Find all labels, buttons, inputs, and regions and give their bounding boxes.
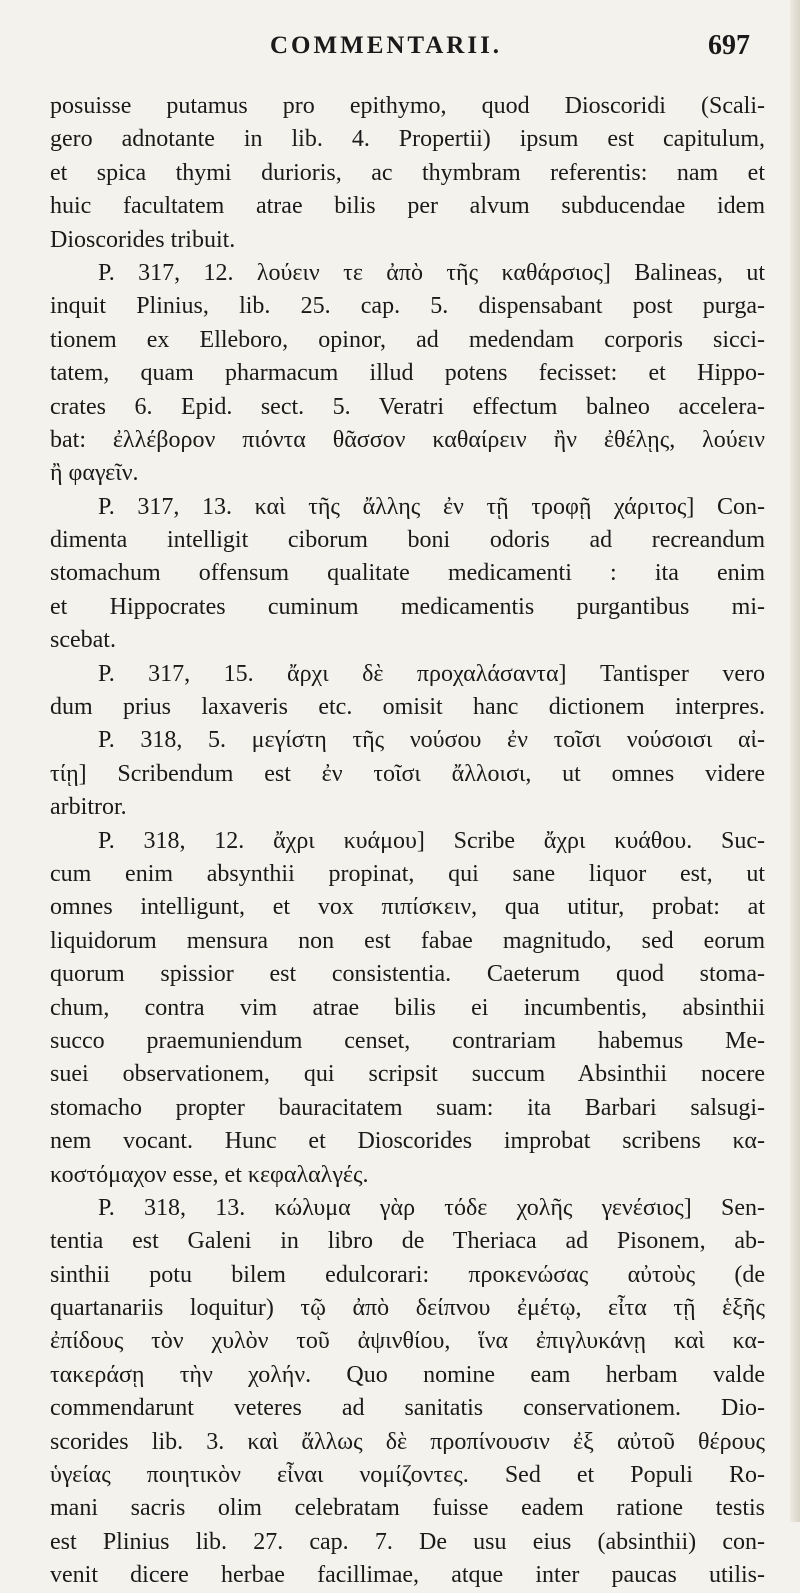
text-line: P. 318, 13. κώλυμα γὰρ τόδε χολῆς γενέσιος] Sen- — [98, 1194, 765, 1221]
text-line: huic facultatem atrae bilis per alvum subducendae idem — [50, 193, 765, 220]
text-line: P. 318, 12. ἄχρι κυάμου] Scribe ἄχρι κυάθου. Suc- — [98, 827, 765, 854]
text-line: nem vocant. Hunc et Dioscorides improbat scribens κα- — [50, 1128, 765, 1155]
text-line: quartanariis loquitur) τῷ ἀπὸ δείπνου ἐμέτῳ, εἶτα τῇ ἑξῆς — [50, 1295, 765, 1322]
text-line: est Plinius lib. 27. cap. 7. De usu eius (absinthii) con- — [50, 1528, 765, 1555]
text-line: scorides lib. 3. καὶ ἄλλως δὲ προπίνουσιν ἐξ αὐτοῦ θέρους — [50, 1428, 765, 1455]
text-line: arbitror. — [50, 794, 127, 821]
text-line: gero adnotante in lib. 4. Propertii) ipsum est capitulum, — [50, 126, 765, 153]
text-line: omnes intelligunt, et vox πιπίσκειν, qua utitur, probat: at — [50, 894, 765, 921]
text-line: venit dicere herbae facillimae, atque inter paucas utilis- — [50, 1562, 765, 1589]
text-line: mani sacris olim celebratam fuisse eadem ratione testis — [50, 1495, 765, 1522]
text-line: ἐπίδους τὸν χυλὸν τοῦ ἀψινθίου, ἵνα ἐπιγλυκάνῃ καὶ κα- — [50, 1328, 765, 1355]
page-header — [48, 30, 748, 70]
text-line: et Hippocrates cuminum medicamentis purgantibus mi- — [50, 593, 765, 620]
text-line: suei observationem, qui scripsit succum Absinthii nocere — [50, 1061, 765, 1088]
text-line: P. 318, 5. μεγίστη τῆς νούσου ἐν τοῖσι νούσοισι αἰ- — [98, 727, 765, 754]
text-line: commendarunt veteres ad sanitatis conservationem. Dio- — [50, 1395, 765, 1422]
commentary-body — [50, 90, 765, 1593]
text-line: P. 317, 13. καὶ τῆς ἄλλης ἐν τῇ τροφῇ χάριτος] Con- — [98, 493, 765, 520]
text-line: dimenta intelligit ciborum boni odoris ad recreandum — [50, 527, 765, 554]
text-line: et spica thymi durioris, ac thymbram referentis: nam et — [50, 159, 765, 186]
text-line: P. 317, 15. ἄρχι δὲ προχαλάσαντα] Tantisper vero — [98, 660, 765, 687]
text-line: Dioscorides tribuit. — [50, 226, 236, 253]
text-line: scebat. — [50, 627, 116, 654]
text-line: succo praemuniendum censet, contrariam habemus Me- — [50, 1027, 765, 1054]
text-line: τίῃ] Scribendum est ἐν τοῖσι ἄλλοισι, ut omnes videre — [50, 760, 765, 787]
running-head: COMMENTARII. — [270, 32, 503, 59]
text-line: cum enim absynthii propinat, qui sane liquor est, ut — [50, 860, 765, 887]
page-edge-shadow — [790, 0, 800, 1522]
text-line: ἢ φαγεῖν. — [50, 460, 139, 487]
text-line: chum, contra vim atrae bilis ei incumbentis, absinthii — [50, 994, 765, 1021]
text-line: tatem, quam pharmacum illud potens fecisset: et Hippo- — [50, 360, 765, 387]
text-line: sinthii potu bilem edulcorari: προκενώσας αὐτοὺς (de — [50, 1261, 765, 1288]
text-line: crates 6. Epid. sect. 5. Veratri effectum balneo accelera- — [50, 393, 765, 420]
text-line: κοστόμαχον esse, et κεφαλαλγές. — [50, 1161, 369, 1188]
text-line: bat: ἐλλέβορον πιόντα θᾶσσον καθαίρειν ἢν ἐθέλῃς, λούειν — [50, 426, 765, 453]
text-line: quorum spissior est consistentia. Caeterum quod stoma- — [50, 961, 765, 988]
text-line: inquit Plinius, lib. 25. cap. 5. dispensabant post purga- — [50, 293, 765, 320]
page-number: 697 — [708, 30, 750, 61]
text-line: stomacho propter bauracitatem suam: ita Barbari salsugi- — [50, 1094, 765, 1121]
text-line: tionem ex Elleboro, opinor, ad medendam corporis sicci- — [50, 326, 765, 353]
text-line: ὑγείας ποιητικὸν εἶναι νομίζοντες. Sed et Populi Ro- — [50, 1462, 765, 1489]
text-line: P. 317, 12. λούειν τε ἀπὸ τῆς καθάρσιος] Balineas, ut — [98, 259, 765, 286]
text-line: liquidorum mensura non est fabae magnitudo, sed eorum — [50, 927, 765, 954]
text-line: tentia est Galeni in libro de Theriaca ad Pisonem, ab- — [50, 1228, 765, 1255]
text-line: dum prius laxaveris etc. omisit hanc dictionem interpres. — [50, 694, 765, 721]
text-line: stomachum offensum qualitate medicamenti : ita enim — [50, 560, 765, 587]
text-line: τακεράσῃ τὴν χολήν. Quo nomine eam herbam valde — [50, 1361, 765, 1388]
text-line: posuisse putamus pro epithymo, quod Dioscoridi (Scali- — [50, 93, 765, 119]
